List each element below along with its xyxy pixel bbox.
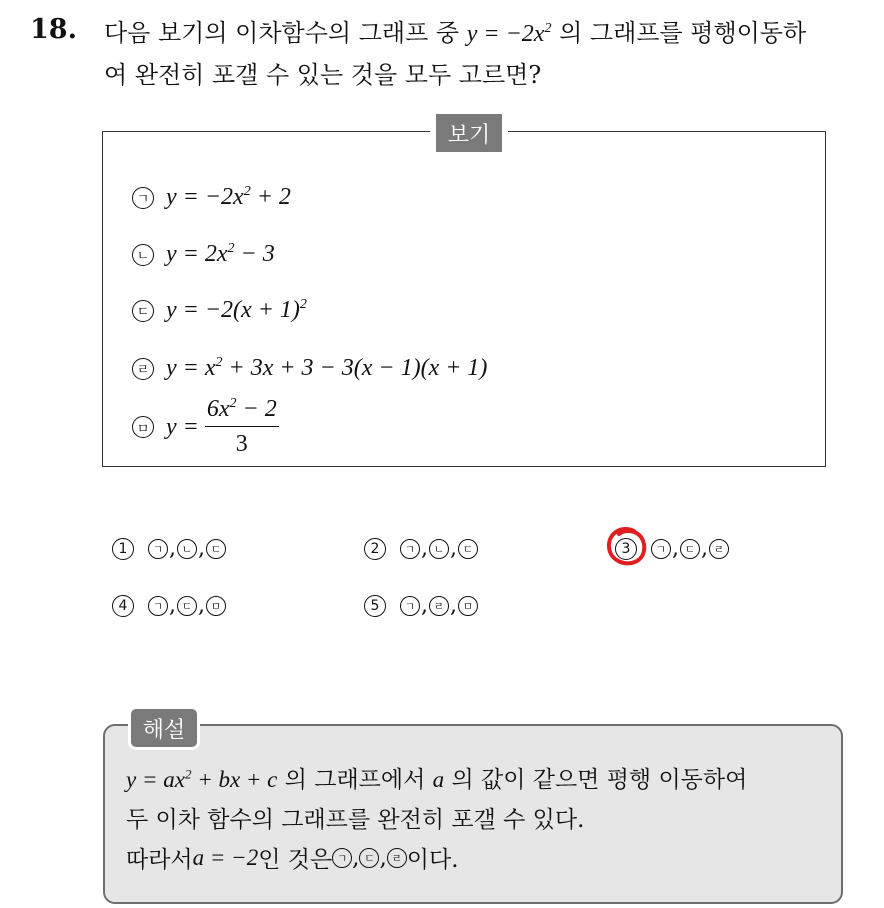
- question-equation: $y = -2x^2$: [466, 21, 552, 47]
- circled-mark: ㄹ: [132, 358, 154, 380]
- example-item-4: ㄹ $y = x^2 + 3x + 3 - 3(x - 1)(x + 1)$: [132, 355, 487, 382]
- choice-2[interactable]: 2 ㄱ , ㄴ , ㄷ: [364, 536, 478, 561]
- question-number: 18.: [30, 14, 77, 45]
- example-box-title: 보기: [430, 114, 508, 152]
- choice-3[interactable]: 3 ㄱ , ㄷ , ㄹ: [615, 536, 729, 561]
- question-text: 다음 보기의 이차함수의 그래프 중: [104, 19, 460, 47]
- choice-1[interactable]: 1 ㄱ , ㄴ , ㄷ: [112, 536, 226, 561]
- circled-mark: ㅁ: [132, 416, 154, 438]
- circled-mark: ㄴ: [132, 244, 154, 266]
- example-item-1: ㄱ $y = -2x^2 + 2$: [132, 184, 291, 211]
- question-text: 의 그래프를 평행이동하: [559, 19, 807, 47]
- circled-mark: ㄷ: [132, 300, 154, 322]
- circled-mark: ㄱ: [132, 187, 154, 209]
- explanation-line-2: 두 이차 함수의 그래프를 완전히 포갤 수 있다.: [126, 807, 585, 833]
- fraction: $\frac{6x^2 - 2}{3}$: [206, 396, 277, 457]
- question-line-2: 여 완전히 포갤 수 있는 것을 모두 고르면?: [104, 61, 542, 89]
- choice-5[interactable]: 5 ㄱ , ㄹ , ㅁ: [364, 593, 478, 618]
- example-item-5: ㅁ y = $\frac{6x^2 - 2}{3}$: [132, 396, 279, 458]
- example-item-3: ㄷ $y = -2(x + 1)^2$: [132, 297, 307, 324]
- explanation-line-3: 따라서 a = −2 인 것은 ㄱ , ㄷ , ㄹ 이다.: [126, 844, 459, 873]
- explanation-title: 해설: [128, 706, 200, 750]
- choice-4[interactable]: 4 ㄱ , ㄷ , ㅁ: [112, 593, 226, 618]
- explanation-line-1: $y = ax^2$ + bx + c 의 그래프에서 a 의 값이 같으면 평행 이동하여: [126, 766, 748, 793]
- example-item-2: ㄴ $y = 2x^2 - 3$: [132, 241, 275, 268]
- answer-circle-mark: [604, 525, 650, 569]
- question-line-1: [104, 13, 806, 48]
